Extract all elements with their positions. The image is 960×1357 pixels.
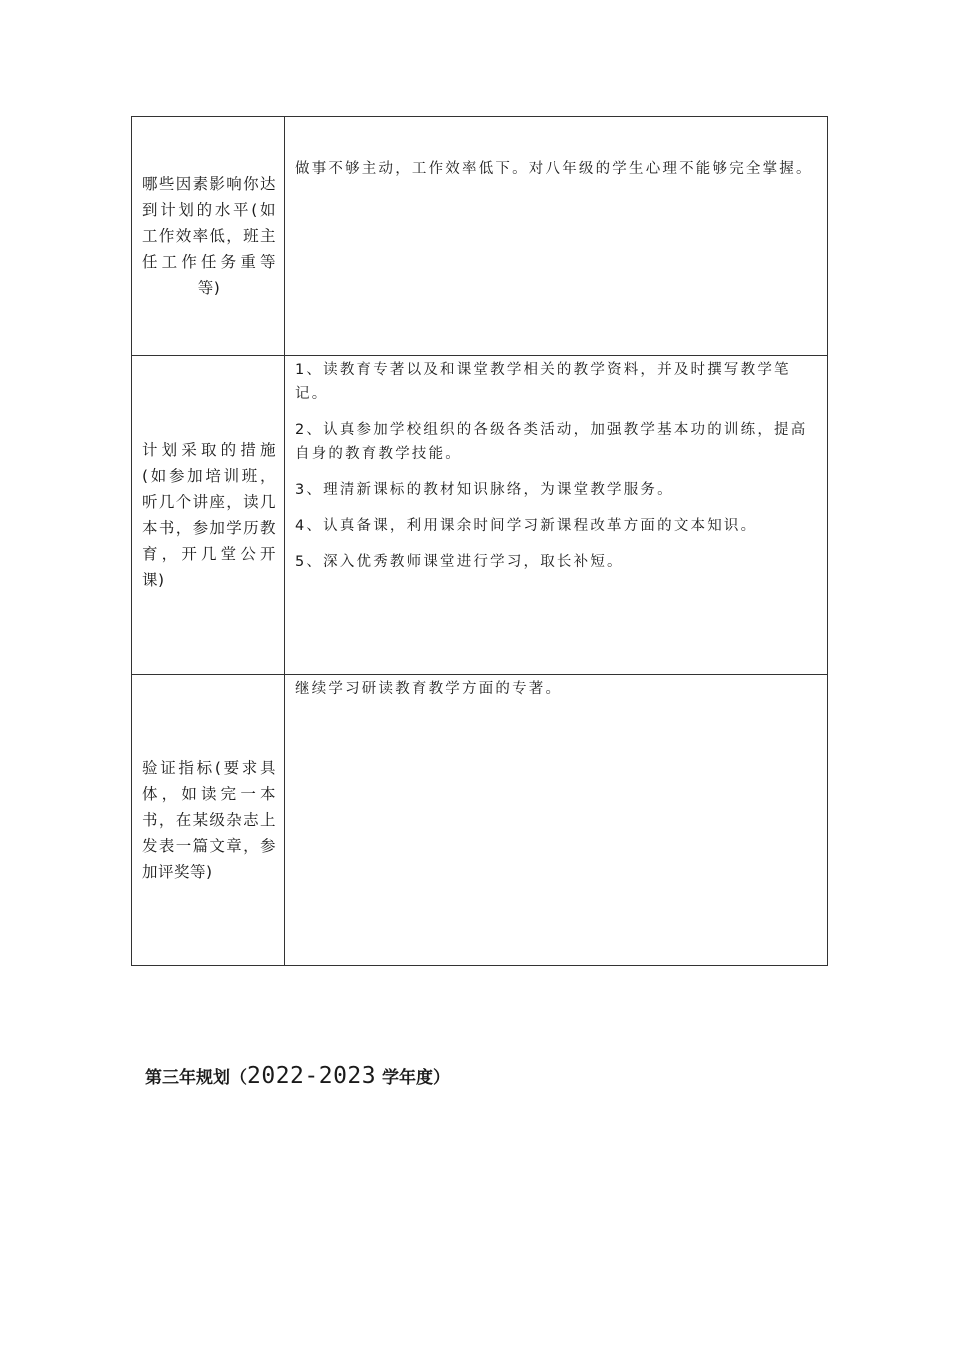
row-content-cell	[285, 117, 828, 356]
factors-label: 哪些因素影响你达到计划的水平(如工作效率低，班主任工作任务重等等)	[142, 175, 276, 297]
factors-content: 做事不够主动，工作效率低下。对八年级的学生心理不能够完全掌握。	[295, 161, 813, 177]
row-label-cell	[132, 675, 285, 966]
row-label-cell	[132, 356, 285, 675]
row-content-cell	[285, 675, 828, 966]
table-row	[132, 117, 828, 356]
heading-prefix: 第三年规划（	[145, 1068, 247, 1088]
measures-content	[285, 356, 827, 574]
heading-suffix: 学年度）	[376, 1068, 451, 1088]
list-item: 1、读教育专著以及和课堂教学相关的教学资料，并及时撰写教学笔记。	[295, 362, 791, 402]
list-item: 5、深入优秀教师课堂进行学习，取长补短。	[295, 554, 624, 570]
table-row	[132, 356, 828, 675]
row-content-cell	[285, 356, 828, 675]
list-item: 2、认真参加学校组织的各级各类活动，加强教学基本功的训练，提高自身的教育教学技能。	[295, 422, 808, 462]
heading-year: 2022-2023	[247, 1063, 377, 1089]
indicators-label: 验证指标(要求具体，如读完一本书，在某级杂志上发表一篇文章，参加评奖等)	[142, 759, 276, 881]
row-label-cell	[132, 117, 285, 356]
list-item: 3、理清新课标的教材知识脉络，为课堂教学服务。	[295, 482, 674, 498]
list-item: 4、认真备课，利用课余时间学习新课程改革方面的文本知识。	[295, 518, 758, 534]
table-row	[132, 675, 828, 966]
measures-label: 计划采取的措施(如参加培训班，听几个讲座，读几本书，参加学历教育，开几堂公开课)	[142, 441, 276, 589]
plan-table	[131, 116, 828, 966]
section-heading	[145, 1063, 450, 1089]
indicators-content: 继续学习研读教育教学方面的专著。	[295, 681, 563, 697]
